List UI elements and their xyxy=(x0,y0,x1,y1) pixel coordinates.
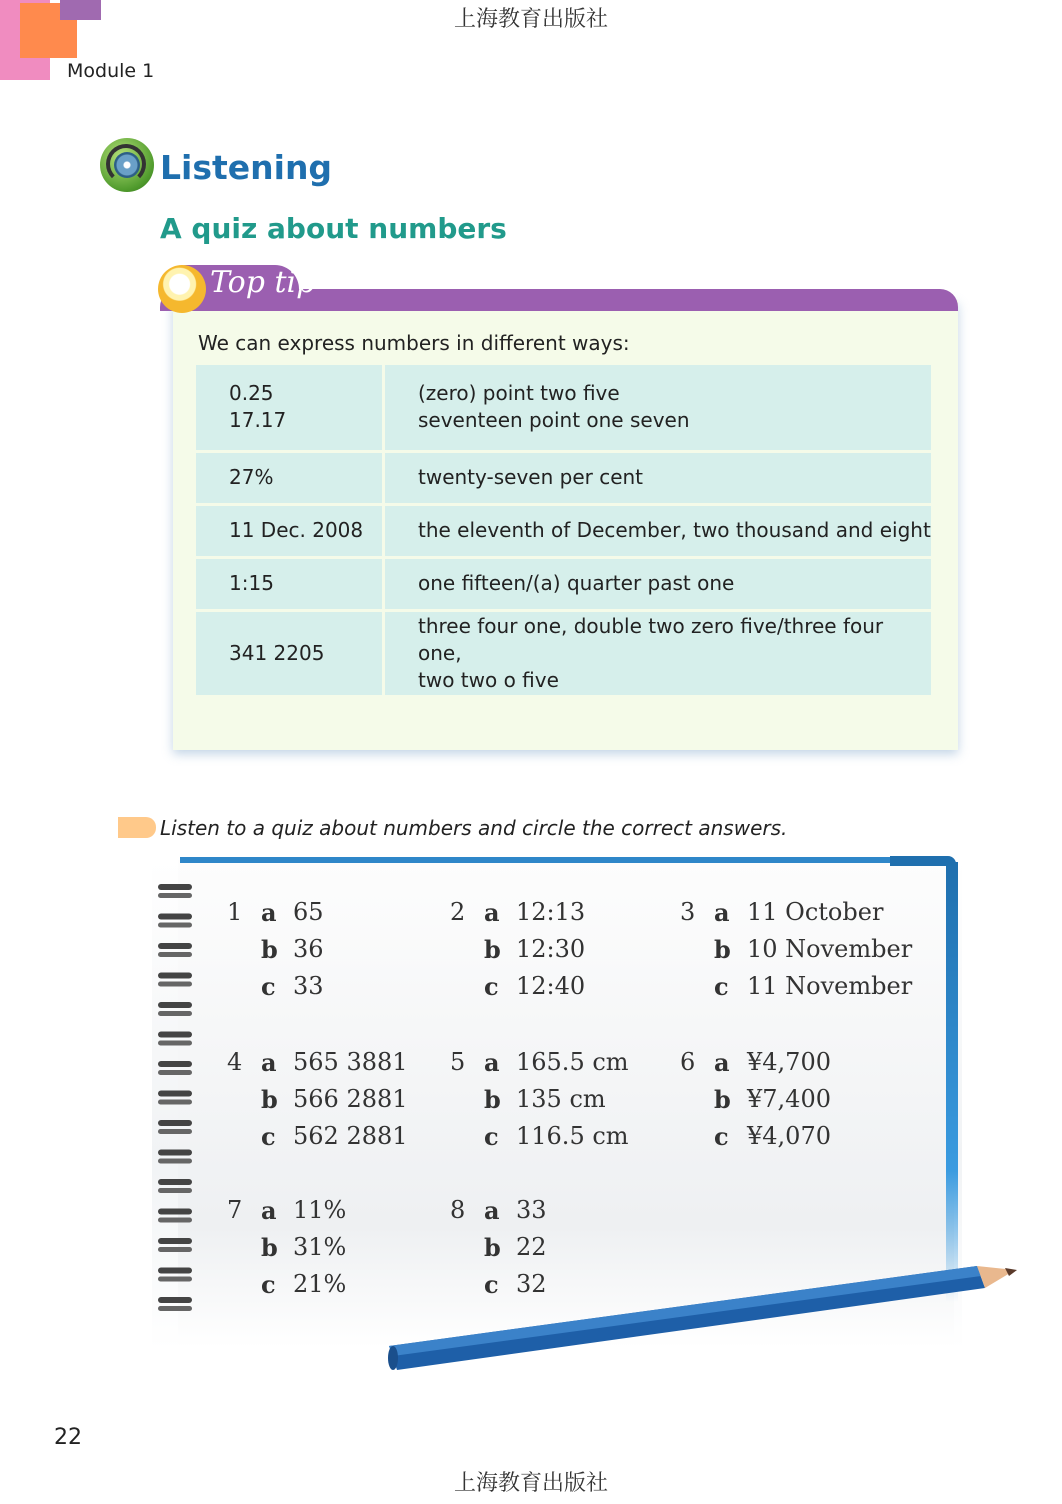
option-letter[interactable]: a xyxy=(261,898,277,927)
option-text[interactable]: 21% xyxy=(293,1270,347,1298)
option-text[interactable]: 33 xyxy=(516,1196,547,1224)
table-row xyxy=(196,557,931,610)
spiral-ring xyxy=(158,1100,192,1105)
number-cell: 341 2205 xyxy=(196,610,384,696)
option-text[interactable]: 165.5 cm xyxy=(516,1048,629,1076)
spiral-ring xyxy=(158,1209,192,1215)
option-letter[interactable]: c xyxy=(261,972,276,1001)
option-letter[interactable]: b xyxy=(714,935,731,964)
table-row xyxy=(196,365,931,451)
spiral-ring xyxy=(158,884,192,890)
option-letter[interactable]: a xyxy=(484,898,500,927)
question-number: 1 xyxy=(227,898,243,926)
option-text[interactable]: 33 xyxy=(293,972,324,1000)
publisher-header: 上海教育出版社 xyxy=(453,7,608,32)
question-number: 6 xyxy=(680,1048,696,1076)
spiral-ring xyxy=(158,973,192,979)
table-row xyxy=(196,451,931,504)
spiral-ring xyxy=(158,1002,192,1008)
option-letter[interactable]: a xyxy=(261,1048,277,1077)
spiral-ring xyxy=(158,1159,192,1164)
option-text[interactable]: 12:40 xyxy=(516,972,586,1000)
page-number: 22 xyxy=(54,1425,82,1450)
option-text[interactable]: 566 2881 xyxy=(293,1085,408,1113)
option-text[interactable]: 12:13 xyxy=(516,898,586,926)
option-text[interactable]: 565 3881 xyxy=(293,1048,408,1076)
spiral-ring xyxy=(158,1247,192,1252)
number-cell: 27% xyxy=(196,451,384,504)
option-letter[interactable]: c xyxy=(261,1122,276,1151)
question-number: 7 xyxy=(227,1196,243,1224)
option-text[interactable]: 12:30 xyxy=(516,935,586,963)
option-letter[interactable]: c xyxy=(484,1270,499,1299)
section-title: Listening xyxy=(160,148,333,187)
option-letter[interactable]: b xyxy=(261,1233,278,1262)
words-cell: twenty-seven per cent xyxy=(384,451,932,504)
option-text[interactable]: ¥7,400 xyxy=(747,1085,831,1113)
option-text[interactable]: 11 November xyxy=(747,972,913,1000)
spiral-ring xyxy=(158,1041,192,1046)
spiral-ring xyxy=(158,1188,192,1193)
spiral-ring xyxy=(158,1011,192,1016)
option-text[interactable]: 116.5 cm xyxy=(516,1122,629,1150)
section-subtitle: A quiz about numbers xyxy=(160,212,507,245)
option-letter[interactable]: b xyxy=(261,1085,278,1114)
table-row xyxy=(196,610,931,696)
option-letter[interactable]: c xyxy=(261,1270,276,1299)
spiral-ring xyxy=(158,1061,192,1067)
spiral-ring xyxy=(158,1150,192,1156)
spiral-ring xyxy=(158,1238,192,1244)
spiral-ring xyxy=(158,1306,192,1311)
lightbulb-icon xyxy=(158,265,206,313)
spiral-binding xyxy=(156,878,196,1328)
option-letter[interactable]: c xyxy=(484,1122,499,1151)
option-text[interactable]: 65 xyxy=(293,898,324,926)
instruction-text: Listen to a quiz about numbers and circle the correct answers. xyxy=(160,816,788,840)
option-letter[interactable]: b xyxy=(484,935,501,964)
table-row xyxy=(196,504,931,557)
spiral-ring xyxy=(158,943,192,949)
option-text[interactable]: 11 October xyxy=(747,898,884,926)
question-number: 3 xyxy=(680,898,696,926)
option-text[interactable]: 31% xyxy=(293,1233,347,1261)
instruction-marker xyxy=(118,817,156,838)
notebook-cover-edge xyxy=(180,857,952,863)
headphones-icon xyxy=(100,138,154,192)
option-letter[interactable]: c xyxy=(484,972,499,1001)
option-letter[interactable]: c xyxy=(714,972,729,1001)
option-text[interactable]: 11% xyxy=(293,1196,347,1224)
option-letter[interactable]: b xyxy=(714,1085,731,1114)
spiral-ring xyxy=(158,1032,192,1038)
number-expressions-table xyxy=(196,365,931,698)
option-letter[interactable]: a xyxy=(714,1048,730,1077)
words-cell: (zero) point two five seventeen point one seven xyxy=(384,365,932,451)
question-number: 2 xyxy=(450,898,466,926)
top-tip-label: Top tip xyxy=(210,265,316,300)
question-number: 4 xyxy=(227,1048,243,1076)
spiral-ring xyxy=(158,923,192,928)
spiral-ring xyxy=(158,1120,192,1126)
words-cell: one fifteen/(a) quarter past one xyxy=(384,557,932,610)
spiral-ring xyxy=(158,952,192,957)
number-cell: 11 Dec. 2008 xyxy=(196,504,384,557)
spiral-ring xyxy=(158,1277,192,1282)
option-text[interactable]: 135 cm xyxy=(516,1085,606,1113)
spiral-ring xyxy=(158,1268,192,1274)
spiral-ring xyxy=(158,1218,192,1223)
number-cell: 0.25 17.17 xyxy=(196,365,384,451)
option-letter[interactable]: b xyxy=(484,1085,501,1114)
option-letter[interactable]: b xyxy=(484,1233,501,1262)
option-letter[interactable]: a xyxy=(714,898,730,927)
spiral-ring xyxy=(158,1091,192,1097)
module-label: Module 1 xyxy=(67,60,155,82)
option-letter[interactable]: a xyxy=(484,1048,500,1077)
option-text[interactable]: ¥4,700 xyxy=(747,1048,831,1076)
option-letter[interactable]: a xyxy=(484,1196,500,1225)
words-cell: three four one, double two zero five/three four one, two two o five xyxy=(384,610,932,696)
notebook-cover-side xyxy=(946,862,958,1302)
option-text[interactable]: 32 xyxy=(516,1270,547,1298)
option-text[interactable]: 36 xyxy=(293,935,324,963)
spiral-ring xyxy=(158,893,192,898)
pencil-icon xyxy=(385,1258,1025,1378)
number-cell: 1:15 xyxy=(196,557,384,610)
option-text[interactable]: 22 xyxy=(516,1233,547,1261)
spiral-ring xyxy=(158,1297,192,1303)
option-letter[interactable]: b xyxy=(261,935,278,964)
spiral-ring xyxy=(158,982,192,987)
option-letter[interactable]: a xyxy=(261,1196,277,1225)
spiral-ring xyxy=(158,1129,192,1134)
top-tip-intro: We can express numbers in different ways: xyxy=(198,331,630,355)
publisher-footer: 上海教育出版社 xyxy=(453,1471,608,1496)
spiral-ring xyxy=(158,1179,192,1185)
option-text[interactable]: ¥4,070 xyxy=(747,1122,831,1150)
question-number: 8 xyxy=(450,1196,466,1224)
option-letter[interactable]: c xyxy=(714,1122,729,1151)
option-text[interactable]: 10 November xyxy=(747,935,913,963)
spiral-ring xyxy=(158,914,192,920)
question-number: 5 xyxy=(450,1048,466,1076)
option-text[interactable]: 562 2881 xyxy=(293,1122,408,1150)
words-cell: the eleventh of December, two thousand and eight xyxy=(384,504,932,557)
spiral-ring xyxy=(158,1070,192,1075)
